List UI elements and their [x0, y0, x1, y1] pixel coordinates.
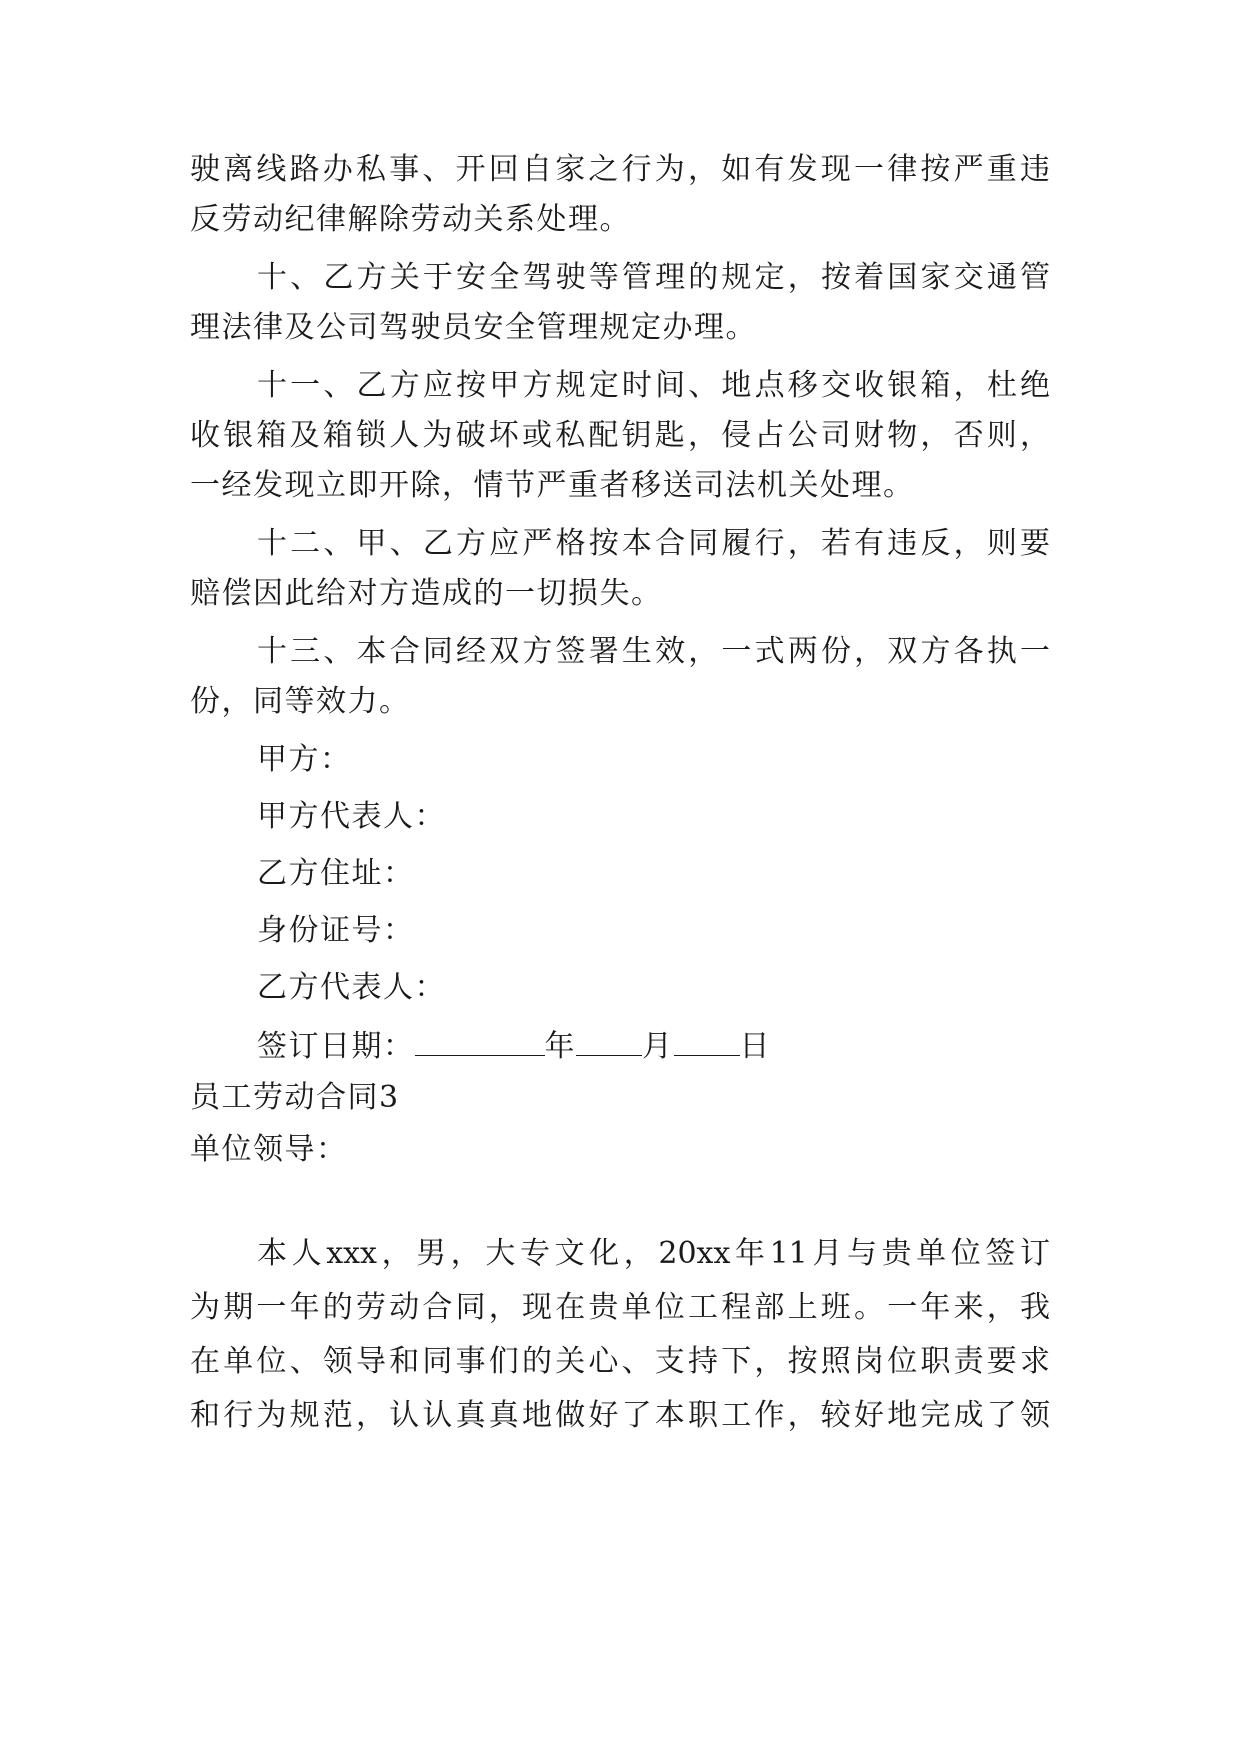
sign-date-label: 签订日期：	[257, 1029, 415, 1064]
clause-11-line: 十一、乙方应按甲方规定时间、地点移交收银箱，杜绝	[257, 368, 1050, 403]
text-line: 驶离线路办私事、开回自家之行为，如有发现一律按严重违	[190, 152, 1050, 187]
year-blank	[415, 1025, 545, 1056]
id-number-field: 身份证号：	[257, 913, 415, 948]
party-b-address-field: 乙方住址：	[257, 856, 415, 891]
body-line: 本人xxx，男，大专文化，20xx年11月与贵单位签订	[257, 1236, 1050, 1271]
party-a-rep-field: 甲方代表人：	[257, 799, 446, 834]
body-line: 和行为规范，认认真真地做好了本职工作，较好地完成了领	[190, 1398, 1050, 1433]
clause-10-line: 十、乙方关于安全驾驶等管理的规定，按着国家交通管	[257, 260, 1050, 295]
text-line: 反劳动纪律解除劳动关系处理。	[190, 202, 631, 237]
text-line: 一经发现立即开除，情节严重者移送司法机关处理。	[190, 468, 915, 503]
party-a-field: 甲方：	[257, 742, 352, 777]
year-label: 年	[544, 1029, 576, 1064]
text-line: 赔偿因此给对方造成的一切损失。	[190, 576, 663, 611]
day-label: 日	[739, 1029, 771, 1064]
salutation: 单位领导：	[190, 1132, 348, 1167]
text-line: 收银箱及箱锁人为破坏或私配钥匙，侵占公司财物，否则，	[190, 418, 1050, 453]
text-line: 理法律及公司驾驶员安全管理规定办理。	[190, 310, 757, 345]
month-label: 月	[642, 1029, 674, 1064]
day-blank	[674, 1025, 740, 1056]
section-title: 员工劳动合同3	[190, 1080, 400, 1115]
sign-date-field	[257, 1025, 771, 1065]
party-b-rep-field: 乙方代表人：	[257, 970, 446, 1005]
body-line: 为期一年的劳动合同，现在贵单位工程部上班。一年来，我	[190, 1290, 1050, 1325]
text-line: 份，同等效力。	[190, 684, 411, 719]
body-line: 在单位、领导和同事们的关心、支持下，按照岗位职责要求	[190, 1344, 1050, 1379]
clause-13-line: 十三、本合同经双方签署生效，一式两份，双方各执一	[257, 634, 1050, 669]
clause-12-line: 十二、甲、乙方应严格按本合同履行，若有违反，则要	[257, 526, 1050, 561]
month-blank	[576, 1025, 642, 1056]
